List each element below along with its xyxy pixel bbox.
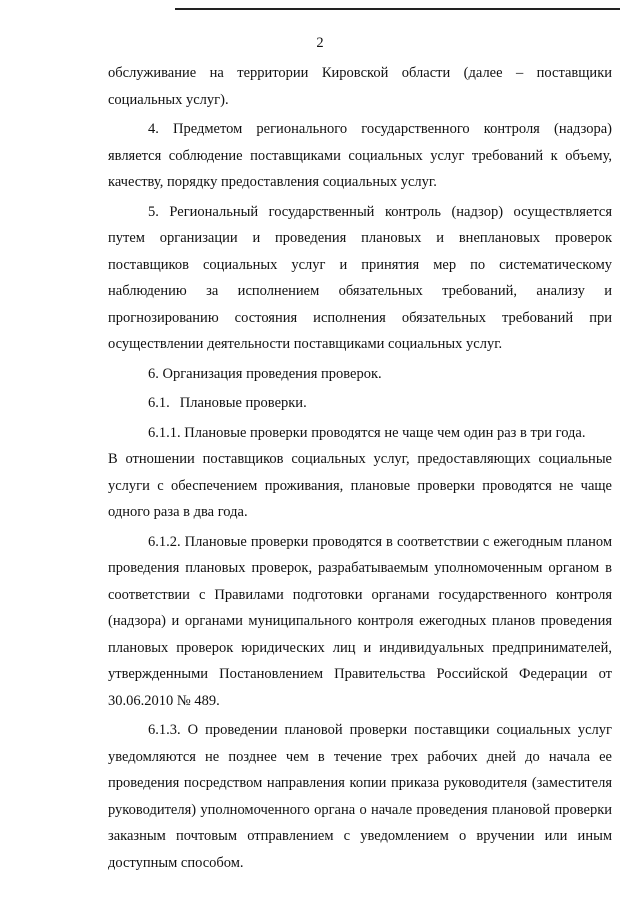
paragraph-continuation: обслуживание на территории Кировской области (далее – поставщики социальных услуг). — [108, 65, 612, 108]
paragraph-6-1-heading — [108, 390, 612, 417]
header-rule — [175, 8, 620, 10]
paragraph-6-1-1-continuation: В отношении поставщиков социальных услуг, предоставляющих социальные услуги с обеспечением проживания, плановые проверки проводятся не чаще одного раза в два года. — [108, 451, 612, 520]
paragraph-6-1-title: Плановые проверки. — [179, 395, 307, 411]
paragraph-6-organization: 6. Организация проведения проверок. — [148, 365, 382, 382]
paragraph-6-1-3: 6.1.3. О проведении плановой проверки поставщики социальных услуг уведомляются не позднее чем в течение трех рабочих дней до начала ее проведения посредством направления копии приказа руководителя (заместителя руководителя) уполномоченного органа о начале проведения плановой проверки заказным почтовым отправлением с уведомлением о вручении или иным доступным способом. — [108, 722, 612, 871]
paragraph-4-subject-of-control: 4. Предметом регионального государственного контроля (надзора) является соблюдение поставщиками социальных услуг требований к объему, качеству, порядку предоставления социальных услуг. — [108, 121, 612, 190]
document-body — [108, 60, 612, 876]
paragraph-6-1-2: 6.1.2. Плановые проверки проводятся в соответствии с ежегодным планом проведения плановых проверок, разрабатываемым уполномоченным органом в соответствии с Правилами подготовки органами государственного контроля (надзора) и органами муниципального контроля ежегодных планов проведения плановых проверок юридических лиц и индивидуальных предпринимателей, утвержденными Постановлением Правительства Российской Федерации от 30.06.2010 № 489. — [108, 533, 612, 709]
page-number: 2 — [316, 35, 324, 51]
paragraph-6-1-1: 6.1.1. Плановые проверки проводятся не чаще чем один раз в три года. — [148, 424, 586, 441]
paragraph-6-1-number: 6.1. — [148, 395, 170, 411]
paragraph-5-regional-control: 5. Региональный государственный контроль (надзор) осуществляется путем организации и проведения плановых и внеплановых проверок поставщиков социальных услуг и принятия мер по систематическому наблюдению за исполнением обязательных требований, анализу и прогнозированию состояния исполнения обязательных требований при осуществлении деятельности поставщиками социальных услуг. — [108, 203, 612, 352]
